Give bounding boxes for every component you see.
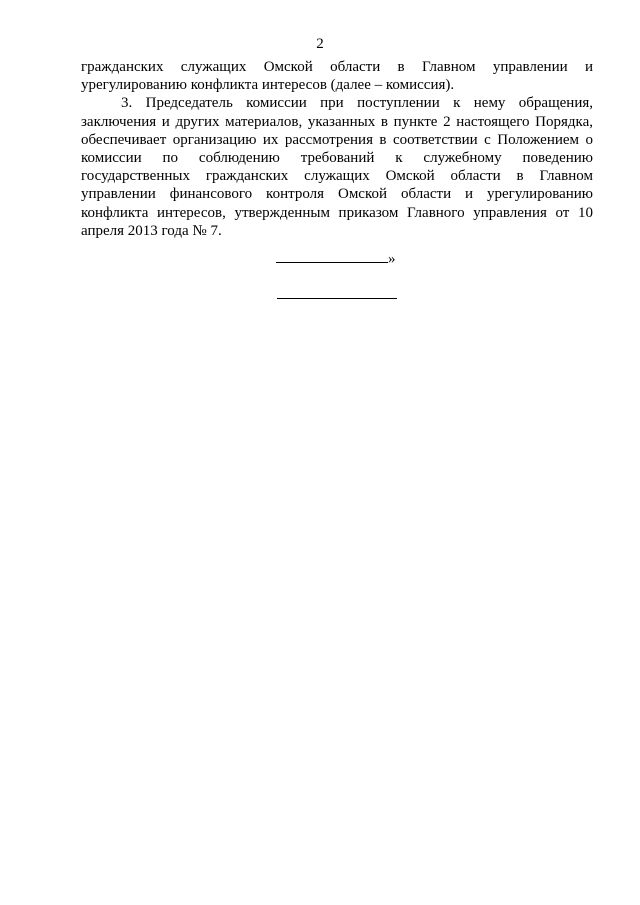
closing-quote: » [388,251,396,267]
paragraph-continuation [81,58,593,94]
paragraph-item-3: 3. Председатель комиссии при поступлении к нему обращения, заключения и других материалов, указанных в пункте 2 настоящего Порядка, обеспечивает организацию их рассмотрения в соответствии с Положением о комиссии по соблюдению требований к служебному поведению государственных гражданских служащих Омской области в Главном управлении финансового контроля Омской области и урегулированию конфликта интересов, утвержденным приказом Главного управления от 10 апреля 2013 года № 7. [81,95,593,239]
separator-line [277,298,397,299]
paragraph-continuation-line-2: урегулированию конфликта интересов (далее – комиссия). [81,77,455,94]
closing-line [276,250,396,268]
document-body [81,58,593,240]
paragraph-continuation-line-1: гражданских служащих Омской области в Главном управлении и [81,59,593,75]
page-number: 2 [316,36,324,52]
closing-underline [276,250,388,263]
